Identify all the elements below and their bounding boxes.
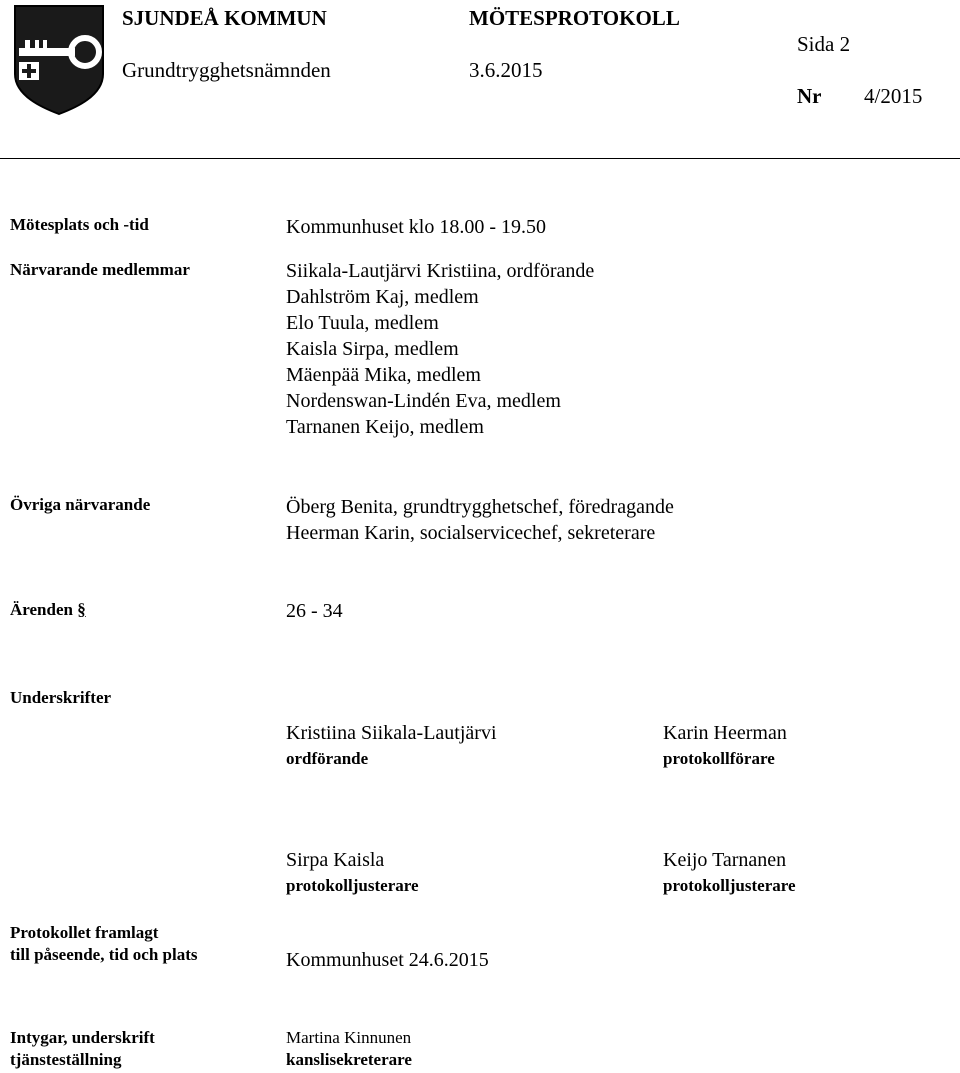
protocol-number-value: 4/2015: [864, 84, 923, 108]
matters-value: 26 - 34: [286, 600, 343, 622]
signatures-label: Underskrifter: [10, 688, 112, 707]
chair-name: Kristiina Siikala-Lautjärvi: [286, 722, 497, 744]
member-item: Kaisla Sirpa, medlem: [286, 338, 459, 360]
document-type: MÖTESPROTOKOLL: [469, 6, 680, 30]
checker1-name: Sirpa Kaisla: [286, 849, 385, 871]
member-item: Mäenpää Mika, medlem: [286, 364, 481, 386]
others-label: Övriga närvarande: [10, 495, 151, 514]
section-sign-icon: §: [77, 600, 86, 619]
member-item: Siikala-Lautjärvi Kristiina, ordförande: [286, 260, 595, 282]
place-value: Kommunhuset klo 18.00 - 19.50: [286, 216, 546, 238]
other-attendee: Heerman Karin, socialservicechef, sekreterare: [286, 522, 656, 544]
members-list: [286, 258, 594, 440]
municipal-coat-of-arms-icon: [13, 4, 105, 116]
chair-role: ordförande: [286, 749, 369, 768]
publication-label-line2: till påseende, tid och plats: [10, 945, 198, 964]
certificate-title: kanslisekreterare: [286, 1050, 412, 1069]
matters-label: [10, 600, 86, 620]
place-label: Mötesplats och -tid: [10, 215, 149, 234]
protocol-number-label: Nr: [797, 84, 822, 108]
others-list: [286, 494, 674, 546]
member-item: Tarnanen Keijo, medlem: [286, 416, 484, 438]
header-divider: [0, 158, 960, 159]
checker2-name: Keijo Tarnanen: [663, 849, 787, 871]
secretary-role: protokollförare: [663, 749, 775, 768]
publication-value: Kommunhuset 24.6.2015: [286, 949, 489, 971]
certificate-name: Martina Kinnunen: [286, 1028, 412, 1047]
municipality-name: SJUNDEÅ KOMMUN: [122, 6, 327, 30]
member-item: Elo Tuula, medlem: [286, 312, 439, 334]
checker1-role: protokolljusterare: [286, 876, 419, 895]
checker2-role: protokolljusterare: [663, 876, 796, 895]
secretary-name: Karin Heerman: [663, 722, 787, 744]
other-attendee: Öberg Benita, grundtrygghetschef, föredragande: [286, 496, 674, 518]
certificate-label-line2: tjänsteställning: [10, 1050, 122, 1069]
matters-label-text: Ärenden: [10, 600, 73, 619]
members-label: Närvarande medlemmar: [10, 260, 190, 279]
member-item: Dahlström Kaj, medlem: [286, 286, 479, 308]
certificate-label-line1: Intygar, underskrift: [10, 1028, 155, 1047]
board-name: Grundtrygghetsnämnden: [122, 58, 331, 82]
page-number: Sida 2: [797, 32, 851, 56]
member-item: Nordenswan-Lindén Eva, medlem: [286, 390, 561, 412]
publication-label-line1: Protokollet framlagt: [10, 923, 159, 942]
meeting-date: 3.6.2015: [469, 58, 543, 82]
